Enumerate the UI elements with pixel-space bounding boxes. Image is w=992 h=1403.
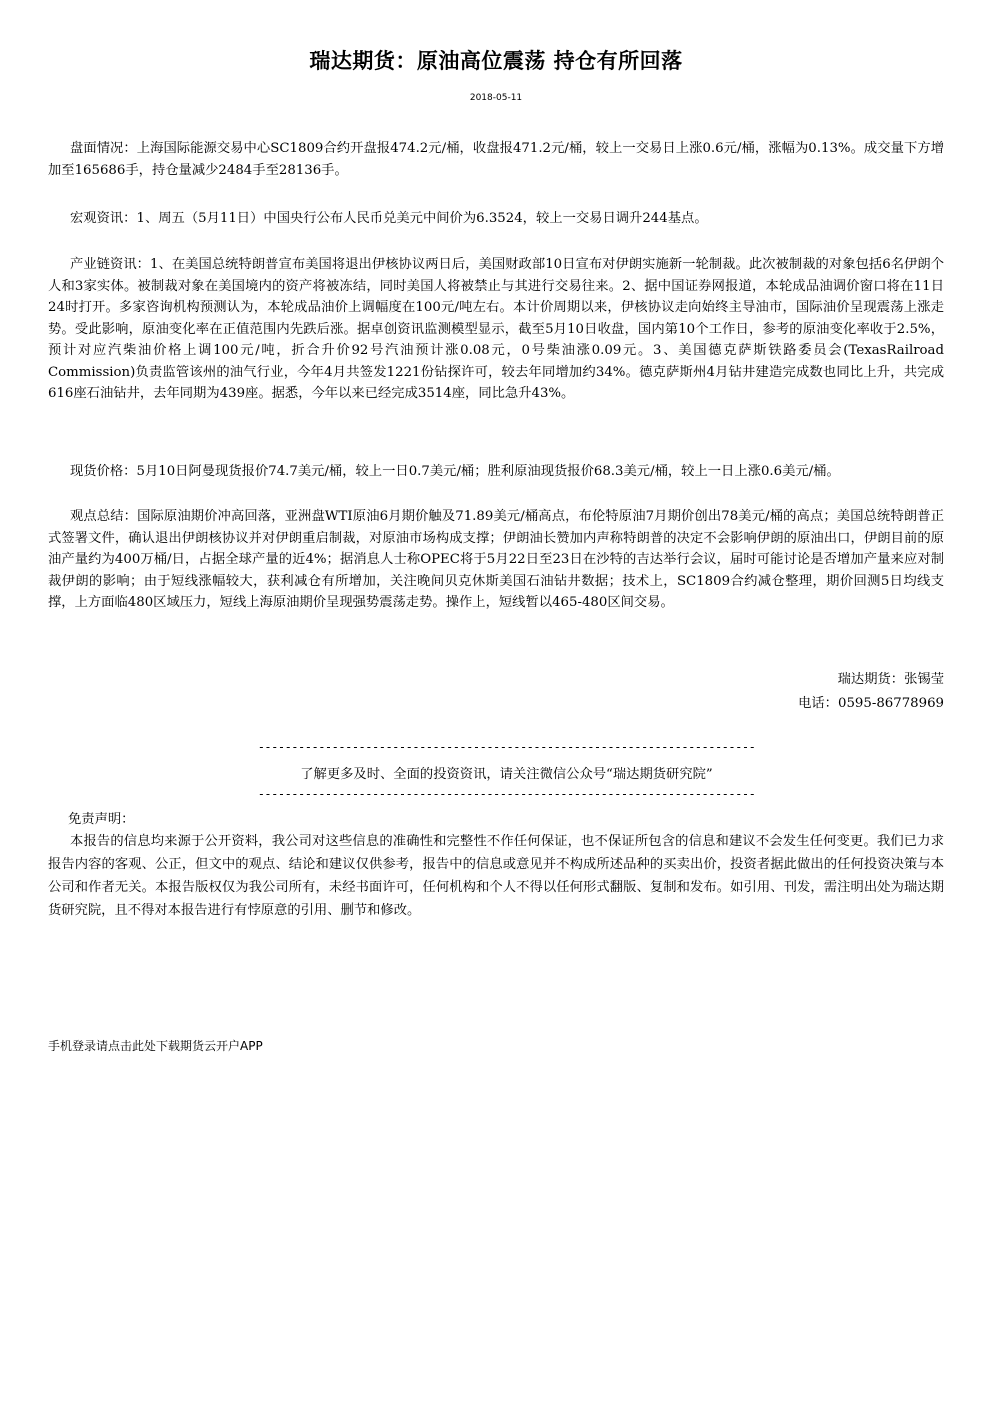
- market-overview-paragraph: 盘面情况：上海国际能源交易中心SC1809合约开盘报474.2元/桶，收盘报471.2元/桶，较上一交易日上涨0.6元/桶，涨幅为0.13%。成交量下方增加至165686手，持仓量减少2484手至28136手。: [48, 141, 944, 178]
- disclaimer-text: 本报告的信息均来源于公开资料，我公司对这些信息的准确性和完整性不作任何保证，也不保证所包含的信息和建议不会发生任何变更。我们已力求报告内容的客观、公正，但文中的观点、结论和建议仅供参考，报告中的信息或意见并不构成所述品种的买卖出价，投资者据此做出的任何投资决策与本公司和作者无关。本报告版权仅为我公司所有，未经书面许可，任何机构和个人不得以任何形式翻版、复制和发布。如引用、刊发，需注明出处为瑞达期货研究院，且不得对本报告进行有悖原意的引用、删节和修改。: [48, 834, 944, 918]
- macro-news-paragraph: 宏观资讯：1、周五（5月11日）中国央行公布人民币兑美元中间价为6.3524，较上一交易日调升244基点。: [70, 211, 708, 226]
- author-signature: 瑞达期货：张锡莹: [837, 672, 944, 687]
- summary-paragraph: 观点总结：国际原油期价冲高回落，亚洲盘WTI原油6月期价触及71.89美元/桶高点，布伦特原油7月期价创出78美元/桶的高点；美国总统特朗普正式签署文件，确认退出伊朗核协议并对伊朗重启制裁，对原油市场构成支撑；伊朗油长赞加内声称特朗普的决定不会影响伊朗的原油出口，伊朗目前的原油产量约为400万桶/日，占据全球产量的近4%；据消息人士称OPEC将于5月22日至23日在沙特的吉达举行会议，届时可能讨论是否增加产量来应对制裁伊朗的影响；由于短线涨幅较大，获利减仓有所增加，关注晚间贝克休斯美国石油钻井数据；技术上，SC1809合约减仓整理，期价回测5日均线支撑，上方面临480区域压力，短线上海原油期价呈现强势震荡走势。操作上，短线暂以465-480区间交易。: [48, 509, 944, 610]
- spot-price-paragraph: 现货价格：5月10日阿曼现货报价74.7美元/桶，较上一日0.7美元/桶；胜利原油现货报价68.3美元/桶，较上一日上涨0.6美元/桶。: [70, 464, 840, 479]
- contact-phone: 电话：0595-86778969: [798, 696, 944, 711]
- follow-wechat-notice: 了解更多及时、全面的投资资讯，请关注微信公众号“瑞达期货研究院”: [300, 767, 713, 782]
- app-download-link[interactable]: 手机登录请点击此处下载期货云开户APP: [48, 1039, 263, 1053]
- disclaimer-label: 免责声明：: [68, 812, 135, 827]
- divider-bottom: --------------------------------------------------------------------------: [257, 787, 756, 801]
- report-date: 2018-05-11: [469, 93, 523, 103]
- divider-top: --------------------------------------------------------------------------: [257, 740, 756, 754]
- industry-chain-paragraph: 产业链资讯：1、在美国总统特朗普宣布美国将退出伊核协议两日后，美国财政部10日宣布对伊朗实施新一轮制裁。此次被制裁的对象包括6名伊朗个人和3家实体。被制裁对象在美国境内的资产将被冻结，同时美国人将被禁止与其进行交易往来。2、据中国证券网报道，本轮成品油调价窗口将在11日24时打开。多家咨询机构预测认为，本轮成品油价上调幅度在100元/吨左右。本计价周期以来，伊核协议走向始终主导油市，国际油价呈现震荡上涨走势。受此影响，原油变化率在正值范围内先跌后涨。据卓创资讯监测模型显示，截至5月10日收盘，国内第10个工作日，参考的原油变化率收于2.5%，预计对应汽柴油价格上调100元/吨，折合升价92号汽油预计涨0.08元，0号柴油涨0.09元。3、美国德克萨斯铁路委员会(TexasRailroad Commission)负责监管该州的油气行业，今年4月共签发1221份钻探许可，较去年同增加约34%。德克萨斯州4月钻井建造完成数也同比上升，共完成616座石油钻井，去年同期为439座。据悉，今年以来已经完成3514座，同比急升43%。: [48, 257, 944, 401]
- report-title: 瑞达期货：原油高位震荡 持仓有所回落: [309, 49, 683, 73]
